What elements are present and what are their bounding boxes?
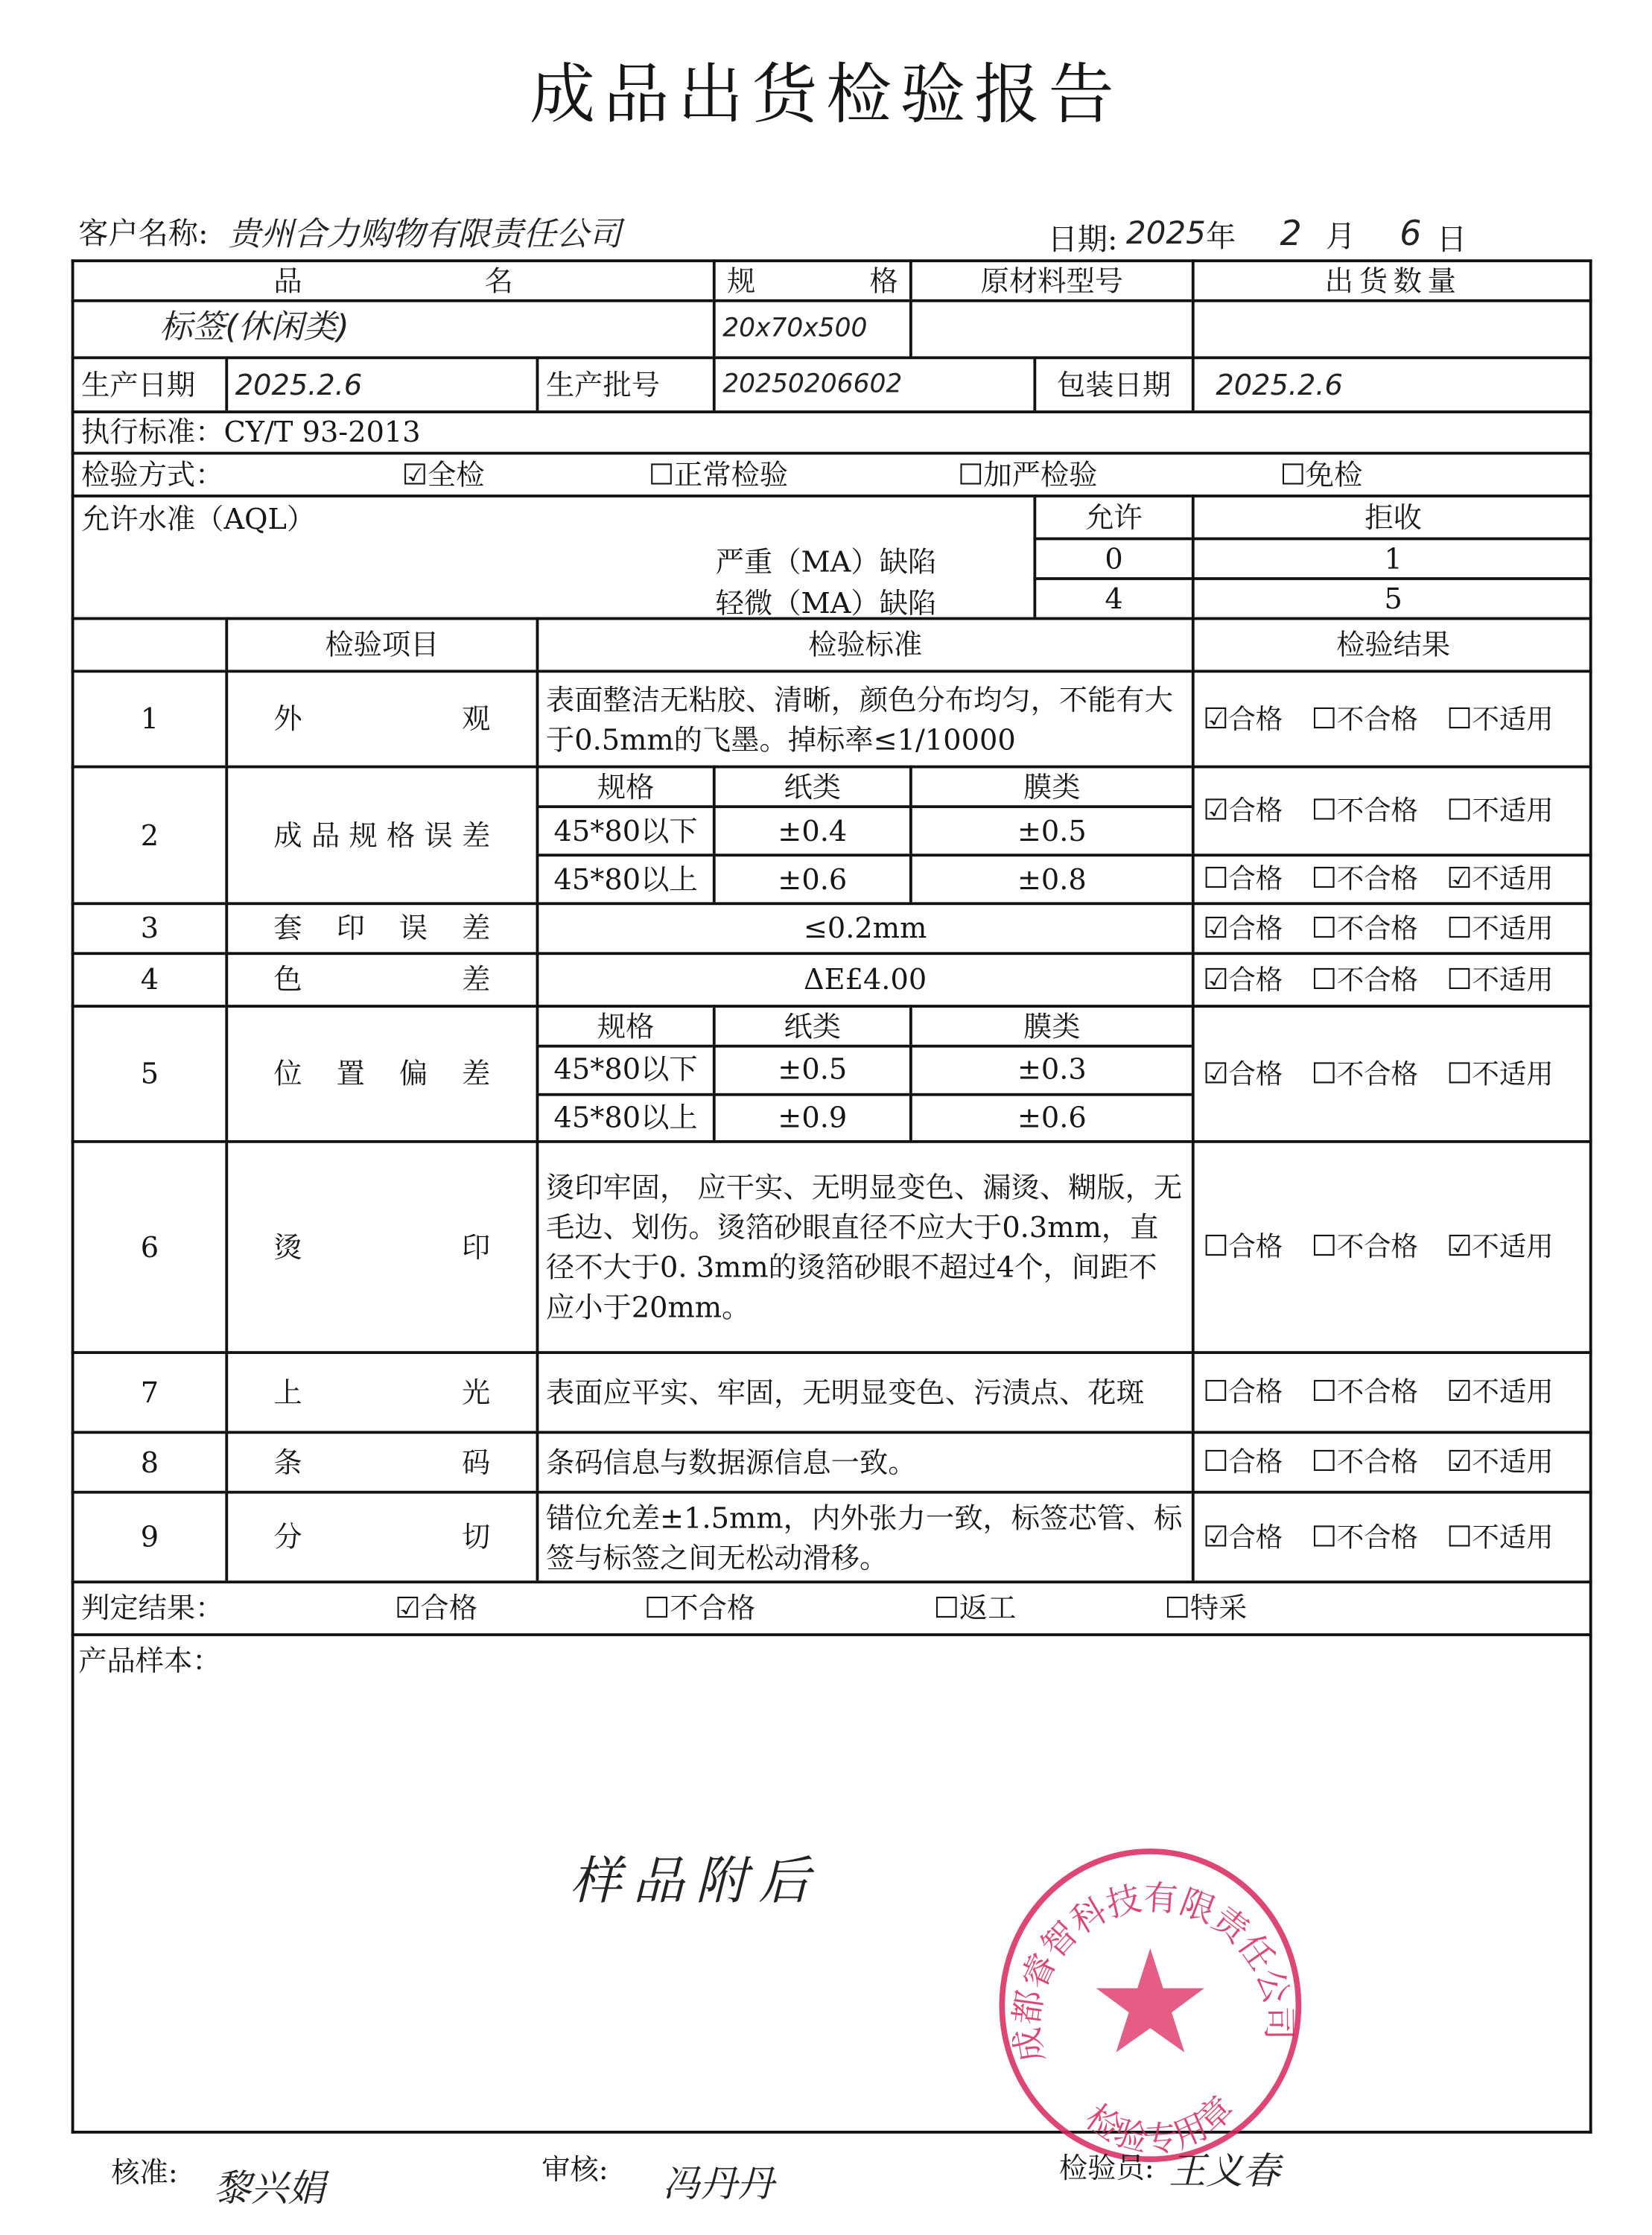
item-result	[1192, 1005, 1592, 1140]
result-option-label: 不适用	[1472, 1058, 1554, 1090]
date-day: 6	[1400, 214, 1422, 254]
sample-note: 样品附后	[570, 1852, 822, 1912]
approver-signature: 黎兴娟	[214, 2167, 325, 2211]
result-option-label: 不适用	[1472, 1376, 1554, 1409]
inspection-method-row	[72, 452, 1592, 495]
result-option-fail[interactable]	[1312, 909, 1418, 948]
checkbox-icon[interactable]: ☐	[1311, 700, 1337, 735]
inspector-signature: 王义春	[1169, 2150, 1280, 2194]
result-option-label: 不合格	[1336, 703, 1418, 735]
aql-minor-reject: 5	[1192, 577, 1592, 617]
item-result	[1192, 766, 1592, 854]
aql-major-label: 严重（MA）缺陷	[715, 544, 937, 579]
result-option-label: 不适用	[1472, 1231, 1554, 1263]
film-tolerance: ±0.5	[909, 805, 1192, 853]
stamp-subtext: 检验专用章	[1078, 2088, 1242, 2160]
method-option-normal[interactable]: ☐正常检验	[648, 457, 789, 492]
item-name-text: 套印误差	[273, 910, 491, 945]
items-header-result: 检验结果	[1192, 617, 1592, 670]
checkbox-icon[interactable]: ☐	[1446, 1055, 1472, 1090]
item-number: 7	[72, 1351, 226, 1431]
result-option-label: 合格	[1228, 864, 1283, 896]
spec-header: 规格	[536, 766, 713, 806]
result-option-label: 不合格	[1336, 1376, 1418, 1409]
item-result	[1192, 853, 1592, 902]
result-option-label: 不适用	[1472, 964, 1554, 996]
col-spec: 规格	[713, 259, 909, 299]
item-name	[225, 1140, 536, 1351]
batch-number: 20250206602	[713, 356, 1034, 410]
item-number: 2	[72, 766, 226, 903]
item-name-text: 位置偏差	[273, 1056, 491, 1090]
result-option-label: 不合格	[1336, 1446, 1418, 1478]
checkbox-icon[interactable]: ☐	[1203, 861, 1229, 896]
material-value	[909, 299, 1192, 357]
checkbox-icon[interactable]: ☐	[1446, 700, 1472, 735]
item-name-text: 上光	[273, 1374, 491, 1409]
result-option-na[interactable]	[1446, 791, 1553, 830]
item-result	[1192, 1140, 1592, 1351]
month-unit: 月	[1325, 219, 1356, 254]
result-option-fail[interactable]	[1312, 859, 1418, 899]
result-option-na[interactable]	[1446, 699, 1553, 739]
checkbox-icon[interactable]: ☐	[958, 457, 984, 492]
result-option-label: 不合格	[1336, 795, 1418, 827]
checkbox-icon[interactable]: ☐	[1164, 1590, 1190, 1625]
result-option-fail[interactable]	[1312, 960, 1418, 999]
result-option-label: 不合格	[1336, 864, 1418, 896]
items-header-item: 检验项目	[225, 617, 536, 670]
reviewer-signature: 冯丹丹	[662, 2163, 775, 2207]
inspection-stamp	[991, 1845, 1312, 2166]
result-option-label: 合格	[1228, 1058, 1283, 1090]
item-number: 5	[72, 1005, 226, 1140]
checkbox-icon[interactable]: ☑	[401, 457, 428, 492]
result-option-na[interactable]	[1446, 1517, 1553, 1557]
result-option-na[interactable]	[1446, 1443, 1553, 1482]
paper-header: 纸类	[713, 766, 909, 806]
aql-label: 允许水准（AQL）	[72, 495, 1034, 617]
checkbox-icon[interactable]: ☐	[1311, 792, 1337, 827]
item-number: 3	[72, 902, 226, 952]
checkbox-icon[interactable]: ☐	[1203, 1443, 1229, 1478]
paper-tolerance: ±0.9	[713, 1093, 909, 1140]
result-option-label: 合格	[1228, 1446, 1283, 1478]
checkbox-icon[interactable]: ☐	[1203, 1374, 1229, 1409]
result-option-label: 合格	[1228, 1376, 1283, 1409]
film-header: 膜类	[909, 766, 1192, 806]
checkbox-icon[interactable]: ☑	[1203, 1055, 1229, 1090]
item-result	[1192, 670, 1592, 765]
result-option-na[interactable]	[1446, 859, 1553, 899]
item-name	[225, 1491, 536, 1581]
date-month: 2	[1280, 214, 1302, 254]
checkbox-icon[interactable]: ☑	[1446, 1228, 1472, 1263]
stamp-star-icon	[1096, 1948, 1204, 2053]
spec-range: 45*80以下	[536, 1045, 713, 1093]
item-name	[225, 952, 536, 1005]
judgement-option-concession[interactable]: ☐特采	[1164, 1590, 1248, 1625]
prod-date-label: 生产日期	[72, 356, 226, 410]
result-option-label: 不合格	[1336, 964, 1418, 996]
result-option-fail[interactable]	[1312, 1443, 1418, 1482]
result-option-label: 不适用	[1472, 703, 1554, 735]
report-table	[72, 259, 1592, 2134]
result-option-na[interactable]	[1446, 1227, 1553, 1267]
sample-area	[72, 1633, 1592, 2134]
item-standard: 错位允差±1.5mm，内外张力一致，标签芯管、标签与标签之间无松动滑移。	[536, 1491, 1192, 1581]
approve-label: 核准:	[111, 2155, 178, 2190]
result-option-fail[interactable]	[1312, 1517, 1418, 1557]
item-result	[1192, 1351, 1592, 1431]
aql-major-allow: 0	[1033, 537, 1191, 577]
checkbox-icon[interactable]: ☐	[1446, 961, 1472, 996]
spec-range: 45*80以下	[536, 805, 713, 853]
sample-label: 产品样本：	[78, 1643, 221, 1678]
prod-date: 2025.2.6	[225, 356, 536, 410]
checkbox-icon[interactable]: ☐	[1311, 1228, 1337, 1263]
checkbox-icon[interactable]: ☐	[1311, 861, 1337, 896]
checkbox-icon[interactable]: ☐	[1311, 1374, 1337, 1409]
film-header: 膜类	[909, 1005, 1192, 1045]
item-standard: 表面整洁无粘胶、清晰，颜色分布均匀，不能有大于0.5mm的飞墨。掉标率≤1/10000	[536, 670, 1192, 765]
result-option-label: 不适用	[1472, 913, 1554, 945]
judgement-option-fail[interactable]: ☐不合格	[644, 1590, 756, 1625]
page-title: 成品出货检验报告	[529, 55, 1123, 133]
product-spec: 20x70x500	[713, 299, 909, 357]
item-name	[225, 1351, 536, 1431]
item-name	[225, 1431, 536, 1490]
item-name-text: 成品规格误差	[273, 817, 491, 852]
result-option-na[interactable]	[1446, 1373, 1553, 1412]
pack-date: 2025.2.6	[1192, 356, 1592, 410]
item-number: 1	[72, 670, 226, 765]
item-number: 8	[72, 1431, 226, 1490]
aql-minor-allow: 4	[1033, 577, 1191, 617]
inspector-label: 检验员:	[1058, 2150, 1154, 2185]
result-option-na[interactable]	[1446, 960, 1553, 999]
film-tolerance: ±0.6	[909, 1093, 1192, 1140]
item-name-text: 分切	[273, 1519, 491, 1554]
paper-header: 纸类	[713, 1005, 909, 1045]
item-standard: 表面应平实、牢固，无明显变色、污渍点、花斑	[536, 1351, 1192, 1431]
pack-date-label: 包装日期	[1033, 356, 1191, 410]
aql-major-reject: 1	[1192, 537, 1592, 577]
checkbox-icon[interactable]: ☑	[395, 1590, 421, 1625]
item-name	[225, 1005, 536, 1140]
result-option-label: 合格	[1228, 795, 1283, 827]
result-option-label: 不适用	[1472, 795, 1554, 827]
result-option-label: 不合格	[1336, 913, 1418, 945]
result-option-fail[interactable]	[1312, 1227, 1418, 1267]
col-product-name: 品名	[72, 259, 713, 299]
result-option-label: 不合格	[1336, 1058, 1418, 1090]
result-option-label: 合格	[1228, 703, 1283, 735]
day-unit: 日	[1437, 222, 1467, 257]
item-name	[225, 670, 536, 765]
item-name-text: 外观	[273, 701, 491, 736]
result-option-label: 合格	[1228, 964, 1283, 996]
checkbox-icon[interactable]: ☑	[1203, 961, 1229, 996]
judgement-label: 判定结果：	[81, 1590, 224, 1625]
checkbox-icon[interactable]: ☑	[1203, 792, 1229, 827]
checkbox-icon[interactable]: ☑	[1446, 861, 1472, 896]
aql-reject-header: 拒收	[1192, 495, 1592, 537]
result-option-label: 不合格	[1336, 1522, 1418, 1554]
checkbox-icon[interactable]: ☑	[1203, 1519, 1229, 1554]
result-option-na[interactable]	[1446, 1055, 1553, 1094]
checkbox-icon[interactable]: ☐	[1311, 1519, 1337, 1554]
checkbox-icon[interactable]: ☐	[1280, 457, 1306, 492]
checkbox-icon[interactable]: ☑	[1446, 1374, 1472, 1409]
item-name	[225, 766, 536, 903]
item-name-text: 色差	[273, 961, 491, 996]
result-option-pass[interactable]	[1203, 1517, 1283, 1557]
item-name-text: 烫印	[273, 1229, 491, 1264]
result-option-fail[interactable]	[1312, 1055, 1418, 1094]
item-standard: 烫印牢固， 应干实、无明显变色、漏烫、糊版，无毛边、划伤。烫箔砂眼直径不应大于0.3mm，直径不大于0. 3mm的烫箔砂眼不超过4个，间距不应小于20mm。	[536, 1140, 1192, 1351]
judgement-option-rework[interactable]: ☐返工	[933, 1590, 1017, 1625]
checkbox-icon[interactable]: ☐	[1446, 792, 1472, 827]
item-result	[1192, 1431, 1592, 1490]
review-label: 审核:	[541, 2152, 609, 2187]
result-option-pass[interactable]	[1203, 699, 1283, 739]
item-number: 9	[72, 1491, 226, 1581]
aql-minor-label: 轻微（MA）缺陷	[715, 585, 937, 620]
stamp-text: 成都睿智科技有限责任公司	[1006, 1877, 1300, 2066]
item-result	[1192, 1491, 1592, 1581]
paper-tolerance: ±0.4	[713, 805, 909, 853]
spec-range: 45*80以上	[536, 1093, 713, 1140]
result-option-pass[interactable]	[1203, 1227, 1283, 1267]
result-option-pass[interactable]	[1203, 1443, 1283, 1482]
judgement-row	[72, 1580, 1592, 1633]
item-result	[1192, 902, 1592, 952]
checkbox-icon[interactable]: ☐	[1311, 1055, 1337, 1090]
items-header-standard: 检验标准	[536, 617, 1192, 670]
col-material: 原材料型号	[909, 259, 1192, 299]
paper-tolerance: ±0.5	[713, 1045, 909, 1093]
method-option-tightened[interactable]: ☐加严检验	[958, 457, 1098, 492]
checkbox-icon[interactable]: ☐	[1311, 910, 1337, 945]
result-option-fail[interactable]	[1312, 791, 1418, 830]
spec-header: 规格	[536, 1005, 713, 1045]
result-option-pass[interactable]	[1203, 1055, 1283, 1094]
customer-name: 贵州合力购物有限责任公司	[228, 216, 622, 254]
paper-tolerance: ±0.6	[713, 853, 909, 902]
result-option-pass[interactable]	[1203, 909, 1283, 948]
executive-standard: 执行标准：CY/T 93-2013	[72, 410, 1592, 451]
result-option-pass[interactable]	[1203, 960, 1283, 999]
result-option-na[interactable]	[1446, 909, 1553, 948]
checkbox-icon[interactable]: ☐	[1446, 910, 1472, 945]
method-label: 检验方式：	[81, 457, 224, 492]
result-option-label: 不适用	[1472, 864, 1554, 896]
checkbox-icon[interactable]: ☐	[644, 1590, 670, 1625]
year-unit: 年	[1205, 219, 1236, 254]
result-option-label: 不适用	[1472, 1522, 1554, 1554]
film-tolerance: ±0.8	[909, 853, 1192, 902]
product-name: 标签(休闲类)	[72, 299, 713, 357]
item-name-text: 条码	[273, 1444, 491, 1479]
method-option-full[interactable]: ☑全检	[401, 457, 485, 492]
result-option-pass[interactable]	[1203, 791, 1283, 830]
checkbox-icon[interactable]: ☐	[1203, 1228, 1229, 1263]
result-option-label: 合格	[1228, 1231, 1283, 1263]
result-option-label: 合格	[1228, 913, 1283, 945]
checkbox-icon[interactable]: ☑	[1446, 1443, 1472, 1478]
method-option-exempt[interactable]: ☐免检	[1280, 457, 1363, 492]
checkbox-icon[interactable]: ☐	[1311, 1443, 1337, 1478]
spec-range: 45*80以上	[536, 853, 713, 902]
result-option-label: 不合格	[1336, 1231, 1418, 1263]
aql-allow-header: 允许	[1033, 495, 1191, 537]
date-year: 2025	[1125, 216, 1206, 252]
item-number: 4	[72, 952, 226, 1005]
checkbox-icon[interactable]: ☐	[1311, 961, 1337, 996]
item-standard: 条码信息与数据源信息一致。	[536, 1431, 1192, 1490]
date-label: 日期:	[1047, 222, 1118, 257]
customer-label: 客户名称:	[78, 216, 209, 251]
result-option-label: 不适用	[1472, 1446, 1554, 1478]
film-tolerance: ±0.3	[909, 1045, 1192, 1093]
item-number: 6	[72, 1140, 226, 1351]
checkbox-icon[interactable]: ☑	[1203, 700, 1229, 735]
item-result	[1192, 952, 1592, 1005]
item-name	[225, 902, 536, 952]
item-standard: ΔE£4.00	[536, 952, 1192, 1005]
result-option-label: 合格	[1228, 1522, 1283, 1554]
checkbox-icon[interactable]: ☐	[648, 457, 675, 492]
col-quantity: 出货数量	[1192, 259, 1592, 299]
checkbox-icon[interactable]: ☑	[1203, 910, 1229, 945]
items-header-no	[72, 617, 226, 670]
judgement-option-pass[interactable]: ☑合格	[395, 1590, 477, 1625]
checkbox-icon[interactable]: ☐	[933, 1590, 959, 1625]
item-standard: ≤0.2mm	[536, 902, 1192, 952]
result-option-pass[interactable]	[1203, 1373, 1283, 1412]
result-option-pass[interactable]	[1203, 859, 1283, 899]
quantity-value	[1192, 299, 1592, 357]
result-option-fail[interactable]	[1312, 1373, 1418, 1412]
checkbox-icon[interactable]: ☐	[1446, 1519, 1472, 1554]
batch-label: 生产批号	[536, 356, 713, 410]
result-option-fail[interactable]	[1312, 699, 1418, 739]
